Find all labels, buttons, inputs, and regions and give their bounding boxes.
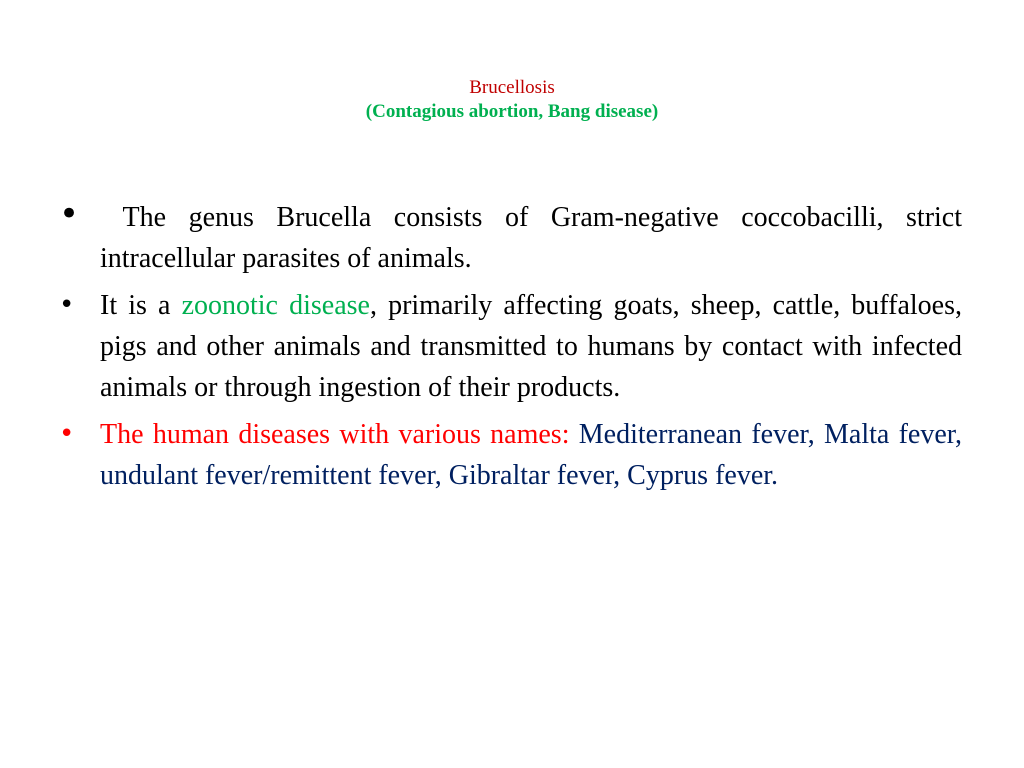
- page-title: Brucellosis: [469, 77, 555, 98]
- list-item: [56, 414, 962, 496]
- page-subtitle: (Contagious abortion, Bang disease): [365, 101, 659, 122]
- bullet-icon: •: [59, 419, 75, 449]
- list-item: [56, 285, 962, 408]
- bullet-text: The genus Brucella consists of Gram-negative coccobacilli, strict intracellular parasites of animals.: [100, 202, 970, 274]
- bullet-prefix: It is a: [100, 290, 182, 321]
- bullet-icon: •: [59, 290, 75, 320]
- title-block: [0, 76, 1024, 124]
- list-item: [56, 194, 970, 279]
- bullet-icon: •: [59, 194, 80, 234]
- bullet-suffix: , primarily affecting goats, sheep, cattle, buffaloes, pigs and other animals and transmitted to humans by contact with infected animals or through ingestion of their products.: [100, 290, 962, 403]
- disease-names: Mediterranean fever, Malta fever, undulant fever/remittent fever, Gibraltar fever, Cyprus fever.: [100, 419, 962, 491]
- bullet-list: [56, 194, 970, 502]
- bullet-lead: The human diseases with various names:: [100, 419, 579, 450]
- highlight-term: zoonotic disease: [181, 290, 370, 321]
